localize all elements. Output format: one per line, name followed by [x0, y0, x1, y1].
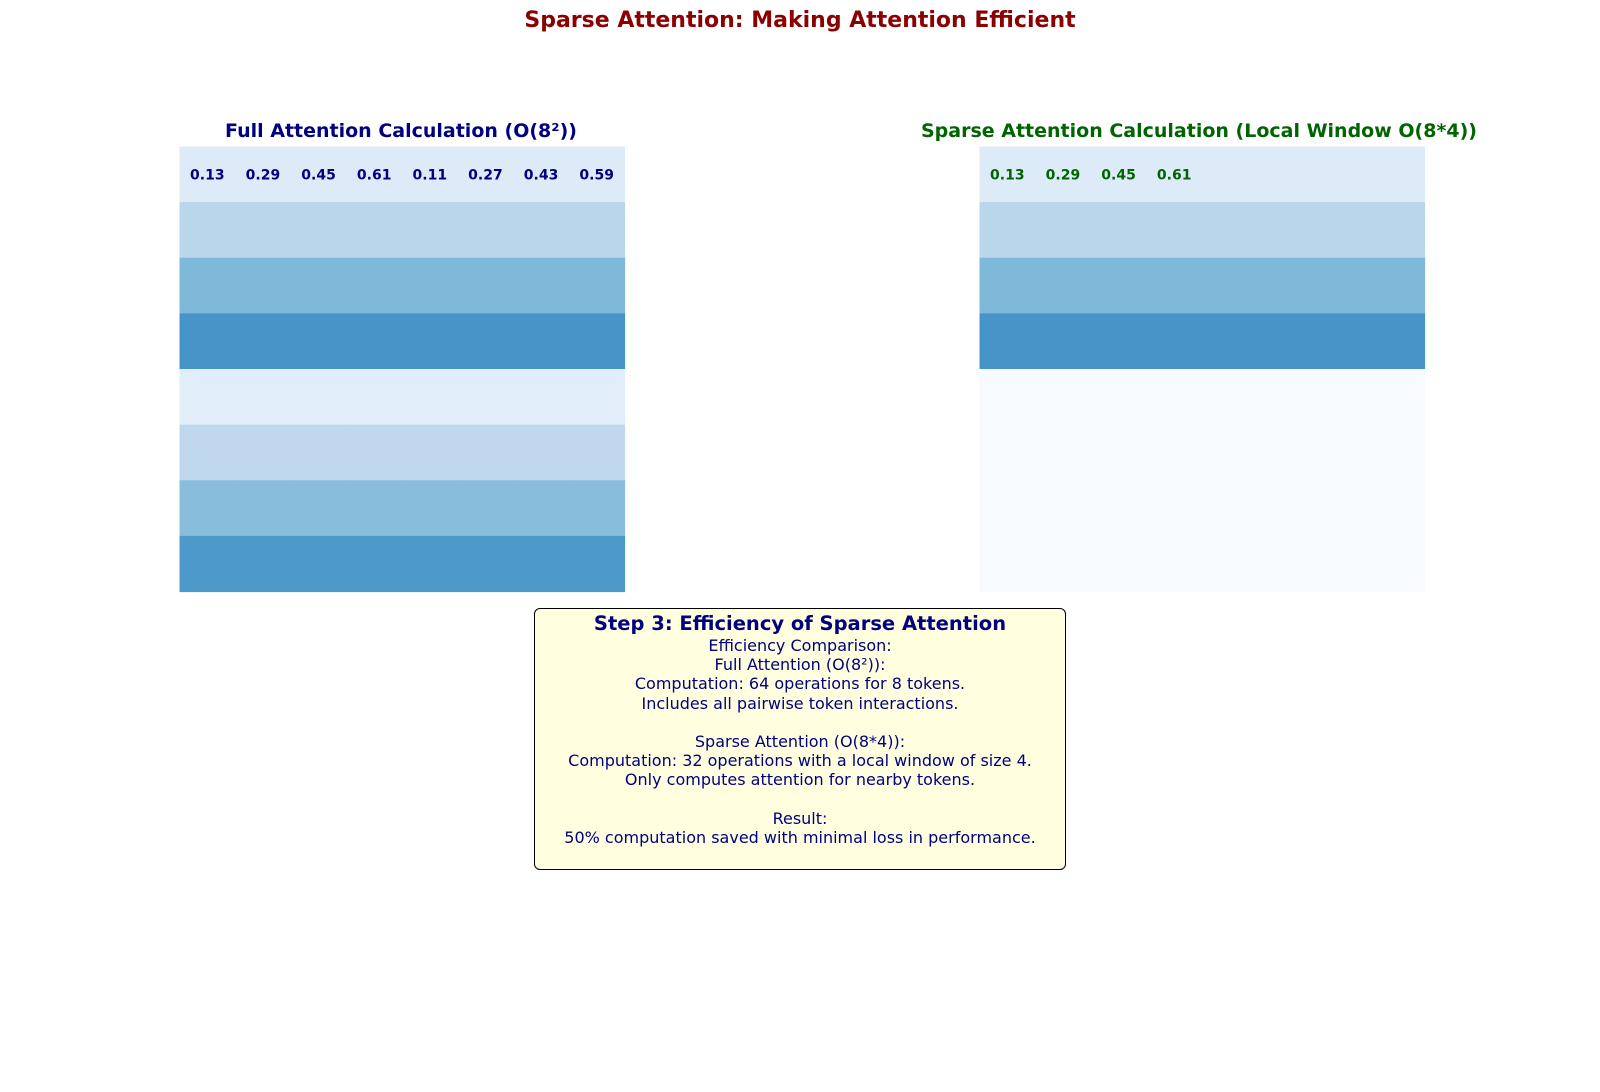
info-box-line: 50% computation saved with minimal loss in performance. [564, 828, 1036, 847]
heatmap-cell [569, 313, 625, 369]
heatmap-cell [1313, 425, 1369, 481]
heatmap-cell [402, 425, 458, 481]
heatmap-cell [1035, 202, 1091, 258]
heatmap-cell [346, 258, 402, 314]
heatmap-cell [1258, 536, 1314, 592]
heatmap-cell [513, 313, 569, 369]
info-box-line: Includes all pairwise token interactions. [641, 693, 959, 713]
heatmap-cell [1146, 369, 1202, 425]
heatmap-cell [458, 425, 514, 481]
heatmap-cell [980, 369, 1036, 425]
heatmap-cell [1258, 480, 1314, 536]
heatmap-cell [513, 536, 569, 592]
sparse-attention-title: Sparse Attention Calculation (Local Window O(8*4)) [920, 120, 1478, 142]
heatmap-cell [1202, 425, 1258, 481]
heatmap-cell [1035, 369, 1091, 425]
heatmap-cell [1369, 258, 1425, 314]
heatmap-cell [980, 202, 1036, 258]
heatmap-cell [569, 369, 625, 425]
heatmap-cell [569, 480, 625, 536]
heatmap-cell [1258, 258, 1314, 314]
cell-value-label: 0.45 [1101, 167, 1136, 184]
heatmap-cell [346, 202, 402, 258]
heatmap-cell [402, 480, 458, 536]
heatmap-cell [458, 258, 514, 314]
heatmap-cell [1258, 369, 1314, 425]
cell-value-label: 0.27 [468, 167, 503, 184]
heatmap-cell [1313, 480, 1369, 536]
cell-value-label: 0.61 [356, 167, 392, 184]
heatmap-cell [1313, 369, 1369, 425]
heatmap-cell [180, 480, 236, 536]
heatmap-cell [1091, 202, 1147, 258]
heatmap-cell [1313, 258, 1369, 314]
heatmap-cell [346, 480, 402, 536]
full-attention-heatmap [180, 147, 626, 593]
heatmap-cell [980, 480, 1036, 536]
heatmap-cell [346, 313, 402, 369]
heatmap-cell [402, 313, 458, 369]
heatmap-cell [458, 536, 514, 592]
heatmap-cell [980, 258, 1036, 314]
heatmap-cell [235, 480, 291, 536]
heatmap-cell [569, 425, 625, 481]
heatmap-cell [1369, 536, 1425, 592]
heatmap-cell [980, 536, 1036, 592]
info-box-line [535, 790, 1065, 809]
heatmap-cell [291, 369, 347, 425]
heatmap-cell [513, 480, 569, 536]
heatmap-cell [1146, 425, 1202, 481]
heatmap-cell [1369, 480, 1425, 536]
heatmap-cell [1035, 536, 1091, 592]
heatmap-cell [1258, 313, 1314, 369]
info-box-line: Full Attention (O(8²)): [714, 655, 886, 675]
info-box-line: Only computes attention for nearby tokens. [624, 770, 976, 790]
heatmap-cell [1035, 258, 1091, 314]
heatmap-cell [1035, 313, 1091, 369]
info-box-line: Computation: 32 operations with a local window of size 4. [568, 751, 1032, 771]
heatmap-cell [1313, 536, 1369, 592]
heatmap-cell [235, 202, 291, 258]
heatmap-cell [180, 536, 236, 592]
heatmap-cell [1258, 147, 1314, 203]
heatmap-cell [1146, 536, 1202, 592]
heatmap-cell [569, 536, 625, 592]
cell-value-label: 0.29 [245, 167, 281, 184]
heatmap-cell [458, 313, 514, 369]
cell-value-label: 0.11 [412, 167, 448, 184]
heatmap-cell [1313, 313, 1369, 369]
heatmap-cell [1369, 425, 1425, 481]
heatmap-cell [291, 258, 347, 314]
heatmap-cell [1202, 202, 1258, 258]
cell-value-label: 0.59 [579, 167, 614, 184]
heatmap-cell [513, 202, 569, 258]
heatmap-cell [1202, 536, 1258, 592]
info-box-line: Efficiency Comparison: [708, 636, 892, 655]
heatmap-cell [1146, 258, 1202, 314]
heatmap-cell [235, 258, 291, 314]
heatmap-cell [402, 202, 458, 258]
heatmap-cell [458, 202, 514, 258]
heatmap-cell [569, 258, 625, 314]
heatmap-cell [1202, 258, 1258, 314]
heatmap-cell [980, 313, 1036, 369]
heatmap-cell [1202, 369, 1258, 425]
heatmap-cell [1091, 536, 1147, 592]
heatmap-cell [513, 258, 569, 314]
heatmap-cell [513, 369, 569, 425]
heatmap-cell [1313, 147, 1369, 203]
heatmap-cell [980, 425, 1036, 481]
info-box-line [535, 713, 1065, 732]
heatmap-cell [1035, 425, 1091, 481]
heatmap-cell [1202, 480, 1258, 536]
sparse-attention-heatmap [980, 147, 1426, 593]
main-title: Sparse Attention: Making Attention Efficient [524, 8, 1076, 33]
heatmap-cell [346, 369, 402, 425]
heatmap-cell [235, 425, 291, 481]
info-box-line: Computation: 64 operations for 8 tokens. [634, 674, 966, 694]
info-box-title: Step 3: Efficiency of Sparse Attention [593, 612, 1007, 635]
heatmap-cell [1258, 425, 1314, 481]
heatmap-cell [1091, 480, 1147, 536]
heatmap-cell [1313, 202, 1369, 258]
heatmap-cell [1091, 369, 1147, 425]
cell-value-label: 0.43 [523, 167, 559, 184]
heatmap-cell [1091, 425, 1147, 481]
heatmap-cell [180, 202, 236, 258]
cell-value-label: 0.13 [990, 167, 1025, 184]
heatmap-cell [458, 480, 514, 536]
heatmap-cell [1202, 313, 1258, 369]
heatmap-cell [180, 258, 236, 314]
cell-value-label: 0.61 [1156, 167, 1192, 184]
heatmap-cell [291, 480, 347, 536]
heatmap-cell [1369, 202, 1425, 258]
heatmap-cell [569, 202, 625, 258]
heatmap-cell [1369, 147, 1425, 203]
heatmap-cell [180, 369, 236, 425]
heatmap-cell [513, 425, 569, 481]
heatmap-cell [291, 536, 347, 592]
heatmap-cell [346, 536, 402, 592]
heatmap-cell [1091, 313, 1147, 369]
heatmap-cell [346, 425, 402, 481]
heatmap-cell [1146, 202, 1202, 258]
heatmap-cell [402, 258, 458, 314]
cell-value-label: 0.13 [190, 167, 225, 184]
heatmap-cell [402, 536, 458, 592]
heatmap-cell [1035, 480, 1091, 536]
heatmap-cell [235, 369, 291, 425]
cell-value-label: 0.29 [1045, 167, 1081, 184]
heatmap-cell [235, 313, 291, 369]
efficiency-info-box [534, 608, 1066, 870]
heatmap-cell [180, 313, 236, 369]
heatmap-cell [291, 202, 347, 258]
heatmap-cell [1369, 369, 1425, 425]
heatmap-cell [1146, 313, 1202, 369]
heatmap-cell [180, 425, 236, 481]
info-box-line: Sparse Attention (O(8*4)): [694, 732, 906, 751]
heatmap-cell [402, 369, 458, 425]
full-attention-title: Full Attention Calculation (O(8²)) [225, 120, 577, 142]
heatmap-cell [291, 425, 347, 481]
heatmap-cell [1146, 480, 1202, 536]
heatmap-cell [1091, 258, 1147, 314]
heatmap-cell [235, 536, 291, 592]
heatmap-cell [458, 369, 514, 425]
cell-value-label: 0.45 [301, 167, 336, 184]
heatmap-cell [1369, 313, 1425, 369]
heatmap-cell [1258, 202, 1314, 258]
info-box-line: Result: [772, 808, 828, 828]
heatmap-cell [291, 313, 347, 369]
heatmap-cell [1202, 147, 1258, 203]
